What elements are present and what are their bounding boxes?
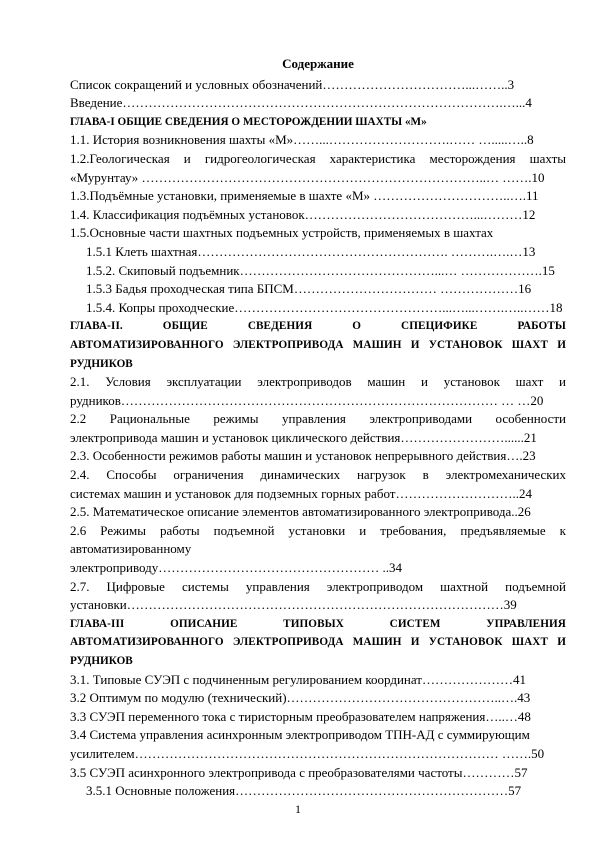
- toc-line: 1.1. История возникновения шахты «М»……...……………………….…… ….....…..8: [70, 132, 534, 148]
- toc-line: 3.4 Система управления асинхронным электроприводом ТПН-АД с суммирующим: [70, 727, 530, 743]
- toc-line: 1.5.4. Копры проходческие…………………………………………...…...…….…..……18: [86, 299, 563, 315]
- toc-line: РУДНИКОВ: [70, 357, 133, 370]
- toc-line: усилителем………………………………………………………………………… …….50: [70, 745, 545, 761]
- toc-line: системах машин и установок для подземных горных работ………………………..24: [70, 485, 532, 501]
- page-number: 1: [295, 802, 301, 816]
- toc-line: ГЛАВА-I ОБЩИЕ СВЕДЕНИЯ О МЕСТОРОЖДЕНИИ ШАХТЫ «М»: [70, 115, 427, 128]
- toc-title: Содержание: [282, 56, 354, 71]
- toc-line: 1.4. Классификация подъёмных установок…………………………………...………12: [70, 206, 536, 222]
- toc-line: 2.3. Особенности режимов работы машин и установок непрерывного действия….23: [70, 448, 536, 464]
- toc-line: 2.7. Цифровые системы управления электроприводом шахтной подъемной: [70, 578, 566, 594]
- toc-line: 2.1. Условия эксплуатации электроприводов машин и установок шахт и: [70, 374, 566, 390]
- toc-line: 3.5 СУЭП асинхронного электропривода с преобразователями частоты…………57: [70, 764, 528, 780]
- toc-line: 1.2.Геологическая и гидрогеологическая характеристика месторождения шахты: [70, 150, 566, 166]
- toc-line: РУДНИКОВ: [70, 655, 133, 667]
- toc-line: АВТОМАТИЗИРОВАННОГО ЭЛЕКТРОПРИВОДА МАШИН И УСТАНОВОК ШАХТ И: [70, 338, 566, 351]
- toc-line: 2.2 Рациональные режимы управления электроприводами особенности: [70, 411, 566, 427]
- toc-line: 1.5.1 Клеть шахтная…………………………………………………. ……….….…13: [86, 243, 536, 259]
- toc-page: [70, 55, 566, 801]
- toc-line: 3.3 СУЭП переменного тока с тиристорным преобразователем напряжения…..…48: [70, 708, 531, 724]
- toc-line: электроприводу…………………………………………… ..34: [70, 560, 403, 576]
- toc-list: [70, 76, 566, 801]
- toc-line: ГЛАВА-II. ОБЩИЕ СВЕДЕНИЯ О СПЕЦИФИКЕ РАБОТЫ: [70, 320, 566, 333]
- toc-line: АВТОМАТИЗИРОВАННОГО ЭЛЕКТРОПРИВОДА МАШИН И УСТАНОВОК ШАХТ И: [70, 636, 566, 649]
- toc-line: 2.4. Способы ограничения динамических нагрузок в электромеханических: [70, 467, 566, 483]
- toc-line: 3.5.1 Основные положения………………………………………………………57: [86, 783, 522, 799]
- toc-line: электропривода машин и установок циклического действия……………………......21: [70, 429, 537, 445]
- toc-line: автоматизированному: [70, 541, 192, 557]
- toc-line: «Мурунтау» ……………………………………………………………………..… …….10: [70, 169, 545, 185]
- toc-line: рудников…………………………………………………………………………… … …20: [70, 392, 544, 408]
- toc-line: установки……………………………………………………………………………39: [70, 597, 517, 613]
- toc-line: 1.5.3 Бадья проходческая типа БПСМ…………………………… ………………16: [86, 281, 532, 297]
- toc-line: 3.1. Типовые СУЭП с подчиненным регулированием координат…………………41: [70, 671, 526, 687]
- toc-line: 2.6 Режимы работы подъемной установки и требования, предъявляемые к: [70, 522, 566, 538]
- toc-line: 1.5.2. Скиповый подъемник………………………………………...… ……………….15: [86, 262, 555, 278]
- toc-line: 1.3.Подъёмные установки, применяемые в шахте «М» …………………………..….11: [70, 188, 539, 204]
- toc-line: Список сокращений и условных обозначений……………………………...……..3: [70, 76, 515, 92]
- toc-line: 1.5.Основные части шахтных подъемных устройств, применяемых в шахтах: [70, 225, 494, 241]
- toc-line: ГЛАВА-III ОПИСАНИЕ ТИПОВЫХ СИСТЕМ УПРАВЛЕНИЯ: [70, 617, 566, 630]
- toc-line: 3.2 Оптимум по модулю (технический)…………………………………………..….43: [70, 690, 531, 706]
- toc-line: 2.5. Математическое описание элементов автоматизированного электропривода..26: [70, 504, 531, 520]
- toc-line: Введение…………………………………………………………………………….…...4: [70, 95, 532, 111]
